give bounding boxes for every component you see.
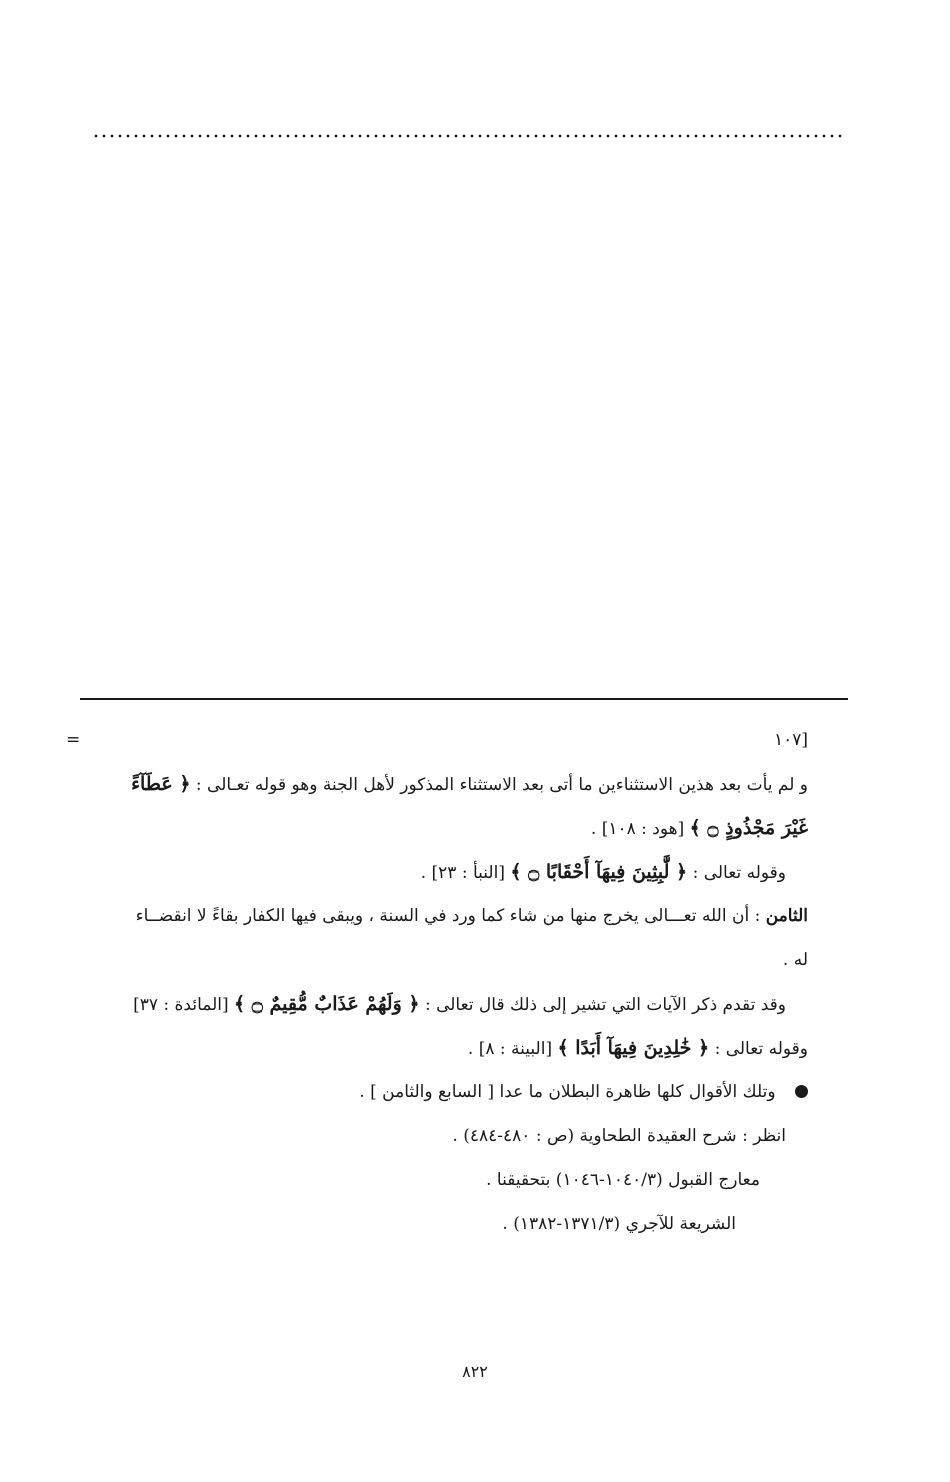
citation: [هود : ١٠٨] . [590,819,685,839]
page-number: ٨٢٢ [462,1362,488,1381]
footnote-continuation-line [66,718,808,762]
eighth-continuation [80,938,808,982]
reference-line [80,1114,808,1158]
text: وقوله تعالى : [714,1039,808,1059]
citation: [المائدة : ٣٧] [133,995,229,1015]
quran-verse: ﴿ عَطَآءً [131,773,191,795]
continuation-mark: = [66,730,81,750]
reference-text: انظر : شرح العقيدة الطحاوية (ص : ٤٨٠-٤٨٤) . [452,1126,786,1146]
summary-text: وتلك الأقوال كلها ظاهرة البطلان ما عدا [ السابع والثامن ] . [359,1082,776,1102]
text: له . [782,950,808,970]
ayat-line-2 [80,1026,808,1070]
continuation-bracket: [١٠٧ [773,730,808,750]
text: و لم يأت بعد هذين الاستثناءين ما أتى بعد الاستثناء المذكور لأهل الجنة وهو قوله تعـالى : [195,775,808,795]
quran-verse: ﴿ خَٰلِدِينَ فِيهَآ أَبَدًا ﴾ [557,1037,710,1059]
text: وقد تقدم ذكر الآيات التي تشير إلى ذلك قال تعالى : [424,995,786,1015]
quran-verse: غَيْرَ مَجْذُوذٍ ۝ ﴾ [689,817,808,839]
eighth-text: : أن الله تعـــالى يخرج منها من شاء كما ورد في السنة ، ويبقى فيها الكفار بقاءً لا انقضــاء [135,906,761,926]
eighth-opinion-line [80,894,808,938]
reference-text: معارج القبول (١٠٤٠/٣-١٠٤٦) بتحقيقنا . [486,1170,760,1190]
summary-line [80,1070,808,1114]
reference-line [80,1158,808,1202]
quran-verse: ﴿ لَّٰبِثِينَ فِيهَآ أَحْقَابًا ۝ ﴾ [510,861,688,883]
bullet-icon [795,1085,808,1098]
footnote-line-2 [80,806,808,850]
footnote-rule [80,698,848,700]
reference-line [80,1202,808,1246]
citation: [النبأ : ٢٣] . [420,863,505,883]
ayat-line-1 [80,982,808,1026]
footnote-line-1 [80,762,808,806]
citation: [البينة : ٨] . [467,1039,553,1059]
eighth-label: الثامن [765,906,808,926]
text: وقوله تعالى : [692,863,786,883]
footnote-block [66,718,808,1246]
footnote-line-3 [80,850,808,894]
dotted-separator [92,128,844,142]
reference-text: الشريعة للآجري (١٣٧١/٣-١٣٨٢) . [502,1214,736,1234]
quran-verse: ﴿ وَلَهُمْ عَذَابٌ مُّقِيمٌ ۝ ﴾ [234,993,420,1015]
